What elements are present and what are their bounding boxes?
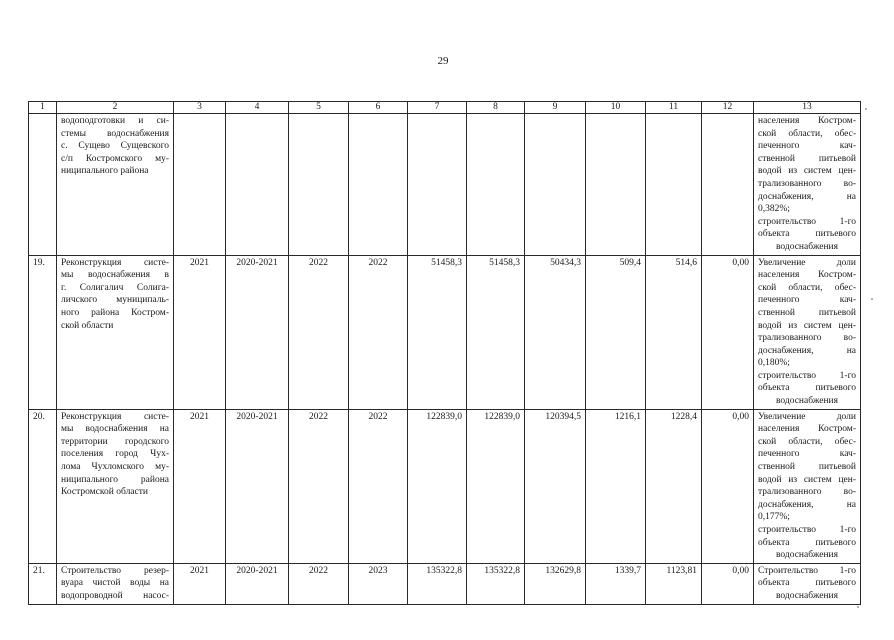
- page-number: 29: [437, 55, 449, 67]
- result-line: водоснабжения: [775, 241, 839, 252]
- cell-period-4: 2020-2021: [226, 255, 289, 409]
- title-line: территории городского: [61, 436, 169, 447]
- header-cell: 9: [525, 102, 586, 114]
- result-cell: [754, 563, 861, 604]
- cell-year-3: 2021: [174, 255, 226, 409]
- title-line: ного района Костром-: [61, 307, 169, 318]
- title-line: Строительство резер-: [61, 565, 169, 576]
- project-title-cell: [57, 114, 174, 256]
- result-line: объекта питьевого: [758, 229, 856, 240]
- cell-amount-12: 0,00: [702, 409, 754, 563]
- empty-cell: [226, 114, 289, 256]
- result-line: водоснабжения: [775, 396, 839, 407]
- title-line: г. Солигалич Солига-: [61, 282, 169, 293]
- header-cell: 7: [408, 102, 467, 114]
- result-line: водой из систем цен-: [758, 474, 856, 485]
- cell-year-6: 2022: [349, 255, 408, 409]
- cell-amount-12: 0,00: [702, 563, 754, 604]
- cell-amount-10: 1216,1: [586, 409, 646, 563]
- title-line: с. Сущево Сущевского: [61, 141, 169, 152]
- table-row-continuation: [29, 114, 861, 256]
- title-line: стемы водоснабжения: [61, 128, 169, 139]
- scan-speck: [857, 606, 859, 608]
- result-line: ской области, обес-: [758, 436, 856, 447]
- header-cell: 10: [586, 102, 646, 114]
- result-line: ственной питьевой: [758, 307, 856, 318]
- cell-amount-11: 1123,81: [646, 563, 702, 604]
- result-line: ской области, обес-: [758, 128, 856, 139]
- result-line: 0,177%;: [758, 512, 790, 523]
- title-line: Костромской области: [61, 487, 148, 498]
- project-title-cell: [57, 255, 174, 409]
- cell-amount-11: 1228,4: [646, 409, 702, 563]
- empty-cell: [174, 114, 226, 256]
- cell-amount-7: 122839,0: [408, 409, 467, 563]
- result-line: доснабжения, на: [758, 191, 856, 202]
- result-line: ственной питьевой: [758, 462, 856, 473]
- cell-amount-10: 509,4: [586, 255, 646, 409]
- result-line: объекта питьевого: [758, 383, 856, 394]
- result-line: доснабжения, на: [758, 499, 856, 510]
- title-line: лома Чухломского му-: [61, 462, 169, 473]
- result-line: населения Костром-: [758, 424, 856, 435]
- cell-amount-8: 51458,3: [467, 255, 525, 409]
- title-line: вуара чистой воды на: [61, 578, 169, 589]
- result-line: водой из систем цен-: [758, 166, 856, 177]
- empty-cell: [586, 114, 646, 256]
- scan-speck: [871, 298, 873, 300]
- title-line: Реконструкция систе-: [61, 257, 169, 268]
- header-cell: 2: [57, 102, 174, 114]
- row-number-cell: 21.: [29, 563, 57, 604]
- title-line: водоподготовки и си-: [61, 116, 169, 126]
- cell-year-6: 2022: [349, 409, 408, 563]
- result-cell: [754, 409, 861, 563]
- title-line: поселения город Чух-: [61, 449, 169, 460]
- scan-speck: [865, 108, 867, 110]
- cell-amount-11: 514,6: [646, 255, 702, 409]
- result-line: 0,180%;: [758, 358, 790, 369]
- title-line: с/п Костромского му-: [61, 153, 169, 164]
- result-line: населения Костром-: [758, 116, 856, 126]
- table-row: [29, 409, 861, 563]
- result-line: Строительство 1-го: [758, 565, 856, 576]
- title-line: Реконструкция систе-: [61, 411, 169, 422]
- cell-amount-10: 1339,7: [586, 563, 646, 604]
- result-line: Увеличение доли: [758, 411, 856, 422]
- header-cell: 1: [29, 102, 57, 114]
- cell-amount-9: 132629,8: [525, 563, 586, 604]
- result-cell: [754, 114, 861, 256]
- empty-cell: [646, 114, 702, 256]
- table-row: [29, 563, 861, 604]
- cell-year-5: 2022: [289, 409, 349, 563]
- result-line: строительство 1-го: [758, 370, 856, 381]
- project-title-cell: [57, 563, 174, 604]
- empty-cell: [289, 114, 349, 256]
- row-number-cell: [29, 114, 57, 256]
- empty-cell: [525, 114, 586, 256]
- cell-year-3: 2021: [174, 409, 226, 563]
- result-cell: [754, 255, 861, 409]
- table-row: [29, 255, 861, 409]
- header-cell: 6: [349, 102, 408, 114]
- result-line: населения Костром-: [758, 270, 856, 281]
- cell-amount-9: 50434,3: [525, 255, 586, 409]
- empty-cell: [349, 114, 408, 256]
- result-line: трализованного во-: [758, 487, 856, 498]
- result-line: печенного кач-: [758, 449, 856, 460]
- cell-amount-8: 122839,0: [467, 409, 525, 563]
- title-line: ниципального района: [61, 166, 149, 177]
- cell-year-3: 2021: [174, 563, 226, 604]
- empty-cell: [702, 114, 754, 256]
- result-line: водоснабжения: [775, 590, 839, 601]
- header-cell: 13: [754, 102, 861, 114]
- title-line: ской области: [61, 320, 114, 331]
- cell-amount-12: 0,00: [702, 255, 754, 409]
- result-line: 0,382%;: [758, 204, 790, 215]
- cell-period-4: 2020-2021: [226, 409, 289, 563]
- result-line: ской области, обес-: [758, 282, 856, 293]
- header-cell: 5: [289, 102, 349, 114]
- result-line: Увеличение доли: [758, 257, 856, 268]
- result-line: ственной питьевой: [758, 153, 856, 164]
- result-line: объекта питьевого: [758, 537, 856, 548]
- title-line: водопроводной насос-: [61, 590, 169, 601]
- result-line: трализованного во-: [758, 333, 856, 344]
- cell-year-5: 2022: [289, 563, 349, 604]
- title-line: мы водоснабжения в: [61, 270, 169, 281]
- result-line: трализованного во-: [758, 178, 856, 189]
- result-line: строительство 1-го: [758, 525, 856, 535]
- cell-amount-8: 135322,8: [467, 563, 525, 604]
- header-row: [29, 102, 861, 114]
- cell-amount-7: 51458,3: [408, 255, 467, 409]
- result-line: строительство 1-го: [758, 216, 856, 227]
- header-cell: 4: [226, 102, 289, 114]
- empty-cell: [408, 114, 467, 256]
- result-line: водоснабжения: [775, 550, 839, 561]
- title-line: мы водоснабжения на: [61, 424, 169, 435]
- header-cell: 12: [702, 102, 754, 114]
- result-line: водой из систем цен-: [758, 320, 856, 331]
- empty-cell: [467, 114, 525, 256]
- title-line: ниципального района: [61, 474, 169, 485]
- header-cell: 8: [467, 102, 525, 114]
- title-line: личского муниципаль-: [61, 295, 169, 306]
- cell-amount-7: 135322,8: [408, 563, 467, 604]
- result-line: объекта питьевого: [758, 578, 856, 589]
- cell-year-5: 2022: [289, 255, 349, 409]
- program-table: [28, 101, 861, 605]
- result-line: доснабжения, на: [758, 345, 856, 356]
- row-number-cell: 20.: [29, 409, 57, 563]
- cell-period-4: 2020-2021: [226, 563, 289, 604]
- project-title-cell: [57, 409, 174, 563]
- cell-year-6: 2023: [349, 563, 408, 604]
- row-number-cell: 19.: [29, 255, 57, 409]
- header-cell: 11: [646, 102, 702, 114]
- result-line: печенного кач-: [758, 295, 856, 306]
- header-cell: 3: [174, 102, 226, 114]
- result-line: печенного кач-: [758, 141, 856, 152]
- cell-amount-9: 120394,5: [525, 409, 586, 563]
